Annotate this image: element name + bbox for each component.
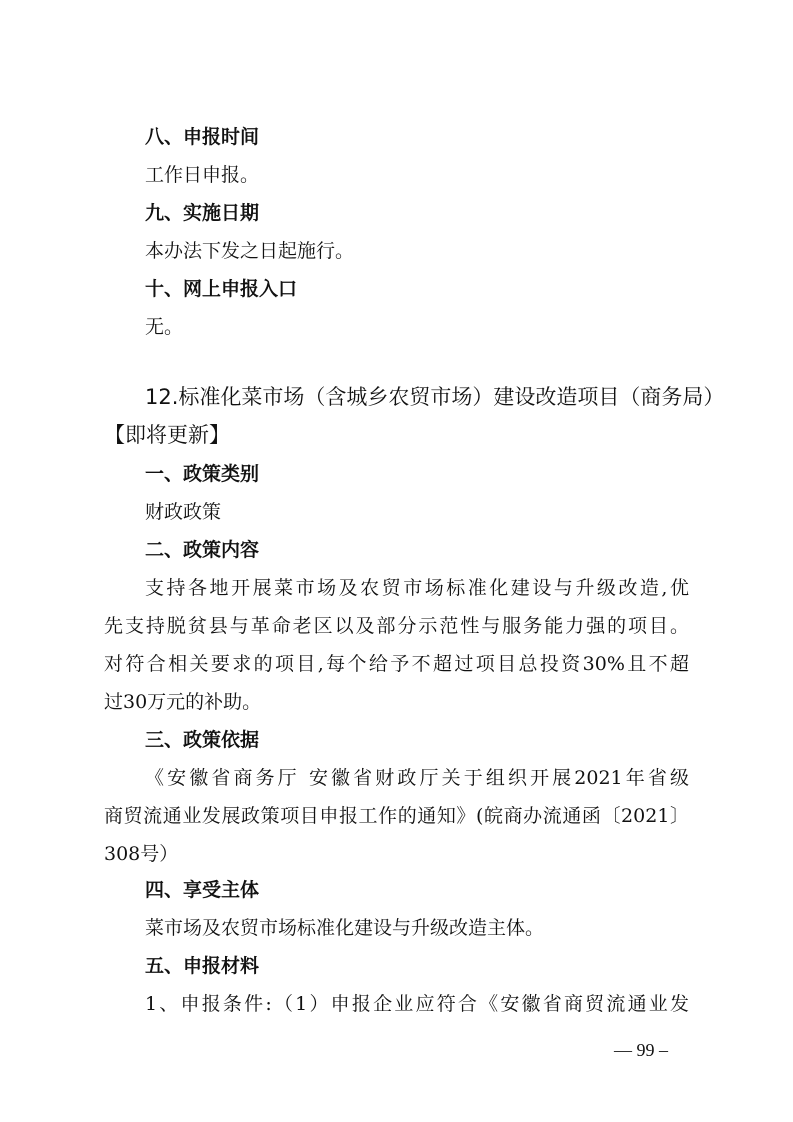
heading-apply-time: 八、申报时间 <box>145 126 260 148</box>
policy-content-line: 过30万元的补助。 <box>104 691 262 713</box>
policy-content-line: 先支持脱贫县与革命老区以及部分示范性与服务能力强的项目。 <box>104 615 689 637</box>
page-number: — 99 – <box>614 1040 668 1060</box>
policy-basis-line: 《安徽省商务厅 安徽省财政厅关于组织开展2021年省级 <box>145 767 689 789</box>
item-status: 【即将更新】 <box>104 423 230 447</box>
text-effective-date: 本办法下发之日起施行。 <box>145 240 355 262</box>
text-policy-category: 财政政策 <box>145 501 222 523</box>
text-beneficiary: 菜市场及农贸市场标准化建设与升级改造主体。 <box>145 917 545 939</box>
heading-policy-basis: 三、政策依据 <box>145 729 260 751</box>
text-apply-time: 工作日申报。 <box>145 164 260 186</box>
policy-basis-line: 商贸流通业发展政策项目申报工作的通知》(皖商办流通函〔2021〕 <box>104 805 689 827</box>
item-title: 12.标准化菜市场（含城乡农贸市场）建设改造项目（商务局） <box>145 385 725 409</box>
text-online-entry: 无。 <box>145 316 184 338</box>
heading-effective-date: 九、实施日期 <box>145 202 260 224</box>
policy-basis-line: 308号） <box>104 843 179 865</box>
heading-materials: 五、申报材料 <box>145 955 260 977</box>
policy-content-line: 对符合相关要求的项目,每个给予不超过项目总投资30%且不超 <box>104 653 689 675</box>
heading-policy-content: 二、政策内容 <box>145 539 260 561</box>
materials-line: 1、申报条件:（1）申报企业应符合《安徽省商贸流通业发 <box>145 993 689 1015</box>
policy-content-line: 支持各地开展菜市场及农贸市场标准化建设与升级改造,优 <box>145 577 689 599</box>
heading-policy-category: 一、政策类别 <box>145 463 260 485</box>
heading-beneficiary: 四、享受主体 <box>145 879 260 901</box>
heading-online-entry: 十、网上申报入口 <box>145 278 298 300</box>
